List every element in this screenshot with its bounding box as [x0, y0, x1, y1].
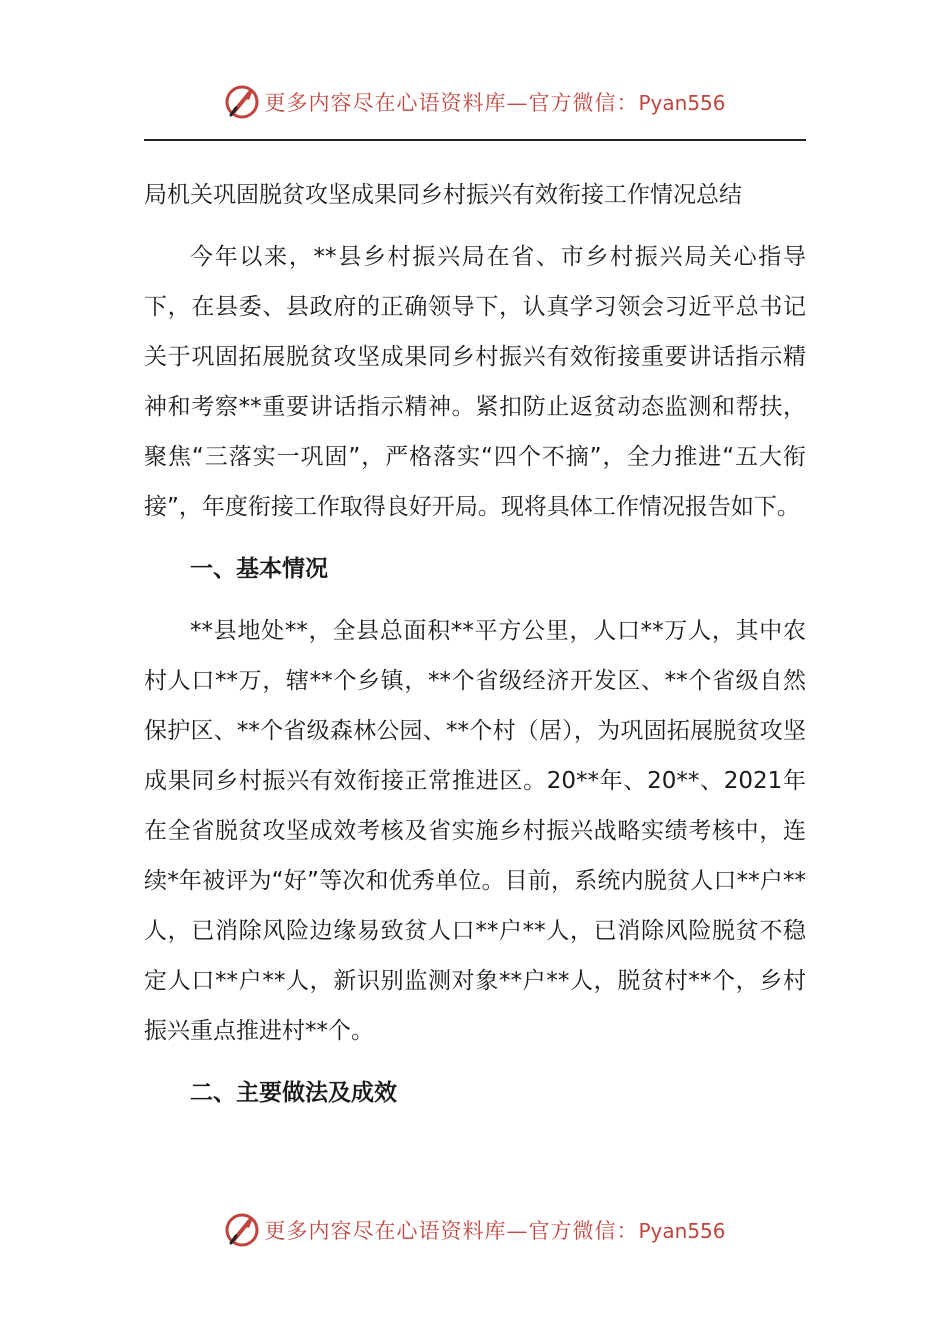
section-heading-main-practices: 二、主要做法及成效	[190, 1080, 397, 1106]
watermark-slogan: 更多内容尽在心语资料库—官方微信：	[264, 91, 639, 115]
watermark-text	[264, 87, 725, 117]
watermark-wechat-id: Pyan556	[638, 91, 726, 115]
footer-watermark	[0, 1210, 950, 1250]
document-title: 局机关巩固脱贫攻坚成果同乡村振兴有效衔接工作情况总结	[144, 182, 742, 208]
header-divider	[144, 139, 806, 141]
quill-pen-logo-icon	[224, 84, 260, 120]
watermark-slogan: 更多内容尽在心语资料库—官方微信：	[264, 1219, 639, 1243]
section-heading-basic-situation: 一、基本情况	[190, 556, 328, 582]
intro-paragraph: 今年以来，**县乡村振兴局在省、市乡村振兴局关心指导下，在县委、县政府的正确领导下，认真学习领会习近平总书记关于巩固拓展脱贫攻坚成果同乡村振兴有效衔接重要讲话指示精神和考察**重要讲话指示精神。紧扣防止返贫动态监测和帮扶，聚焦“三落实一巩固”，严格落实“四个不摘”，全力推进“五大衔接”，年度衔接工作取得良好开局。现将具体工作情况报告如下。	[144, 244, 806, 520]
header-watermark	[0, 82, 950, 122]
document-body	[144, 170, 806, 1118]
watermark-text	[264, 1215, 725, 1245]
watermark-wechat-id: Pyan556	[638, 1219, 726, 1243]
basic-situation-paragraph: **县地处**，全县总面积**平方公里，人口**万人，其中农村人口**万，辖**个乡镇，**个省级经济开发区、**个省级自然保护区、**个省级森林公园、**个村（居），为巩固拓展脱贫攻坚成果同乡村振兴有效衔接正常推进区。20**年、20**、2021年在全省脱贫攻坚成效考核及省实施乡村振兴战略实绩考核中，连续*年被评为“好”等次和优秀单位。目前，系统内脱贫人口**户**人，已消除风险边缘易致贫人口**户**人，已消除风险脱贫不稳定人口**户**人，新识别监测对象**户**人，脱贫村**个，乡村振兴重点推进村**个。	[144, 618, 806, 1044]
quill-pen-logo-icon	[224, 1212, 260, 1248]
